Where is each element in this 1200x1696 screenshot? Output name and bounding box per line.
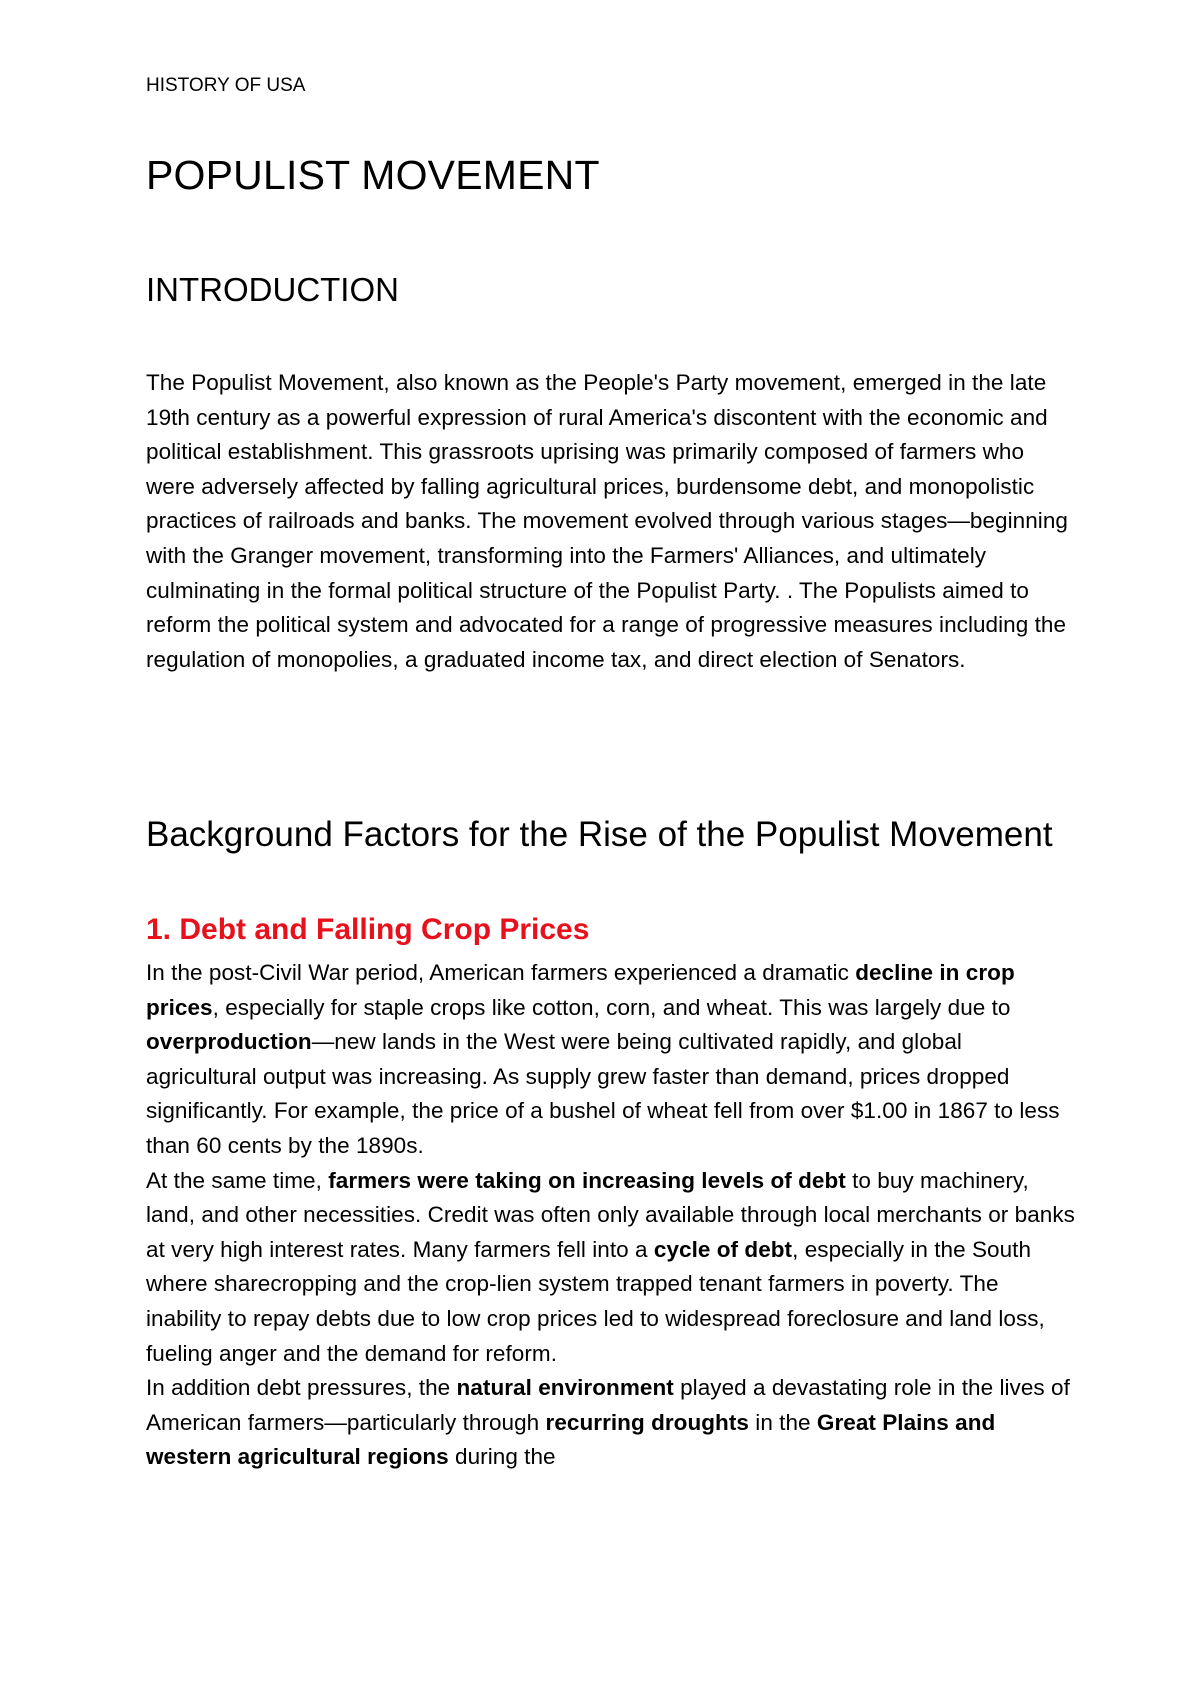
page-title: POPULIST MOVEMENT xyxy=(146,152,600,198)
debt-paragraph-3 xyxy=(146,1371,1076,1475)
text-run: In addition debt pressures, the xyxy=(146,1375,457,1401)
text-run: , especially in the South where sharecropping and the crop-lien system trapped tenant farmers in poverty. The inability to repay debts due to low crop prices led to widespread foreclosure and land loss, fueling anger and the demand for reform. xyxy=(146,1236,1045,1366)
text-run: to buy machinery, land, and other necessities. Credit was often only available through local merchants or banks at very high interest rates. Many farmers fell into a xyxy=(146,1167,1075,1262)
debt-section-body xyxy=(146,956,1076,1475)
bold-text: overproduction xyxy=(146,1029,312,1055)
bold-text: decline in crop prices xyxy=(146,960,1015,1020)
document-header: HISTORY OF USA xyxy=(146,75,306,96)
introduction-paragraph: The Populist Movement, also known as the People's Party movement, emerged in the late 19th century as a powerful expression of rural America's discontent with the economic and political establishment. This grassroots uprising was primarily composed of farmers who were adversely affected by falling agricultural prices, burdensome debt, and monopolistic practices of railroads and banks. The movement evolved through various stages—beginning with the Granger movement, transforming into the Farmers' Alliances, and ultimately culminating in the formal political structure of the Populist Party. . The Populists aimed to reform the political system and advocated for a range of progressive measures including the regulation of monopolies, a graduated income tax, and direct election of Senators. xyxy=(146,370,1068,672)
introduction-heading: INTRODUCTION xyxy=(146,271,399,308)
debt-subheading: 1. Debt and Falling Crop Prices xyxy=(146,913,590,946)
debt-paragraph-2 xyxy=(146,1164,1076,1372)
bold-text: recurring droughts xyxy=(545,1409,749,1435)
bold-text: natural environment xyxy=(456,1375,674,1401)
bold-text: Great Plains and western agricultural regions xyxy=(146,1409,996,1470)
bold-text: farmers were taking on increasing levels of debt xyxy=(328,1167,846,1193)
bold-text: cycle of debt xyxy=(653,1236,793,1262)
text-run: during the xyxy=(448,1444,556,1470)
text-run: played a devastating role in the lives of American farmers—particularly through xyxy=(146,1375,1070,1435)
text-run: in the xyxy=(748,1409,817,1435)
debt-paragraph-1 xyxy=(146,956,1076,1164)
text-run: , especially for staple crops like cotton, corn, and wheat. This was largely due to xyxy=(212,994,1011,1020)
text-run: At the same time, xyxy=(146,1167,329,1193)
background-heading: Background Factors for the Rise of the Populist Movement xyxy=(146,815,1053,854)
text-run: In the post-Civil War period, American farmers experienced a dramatic xyxy=(146,960,856,985)
text-run: —new lands in the West were being cultivated rapidly, and global agricultural output was increasing. As supply grew faster than demand, prices dropped significantly. For example, the price of a bushel of wheat fell from over $1.00 in 1867 to less than 60 cents by the 1890s. xyxy=(146,1029,1060,1158)
